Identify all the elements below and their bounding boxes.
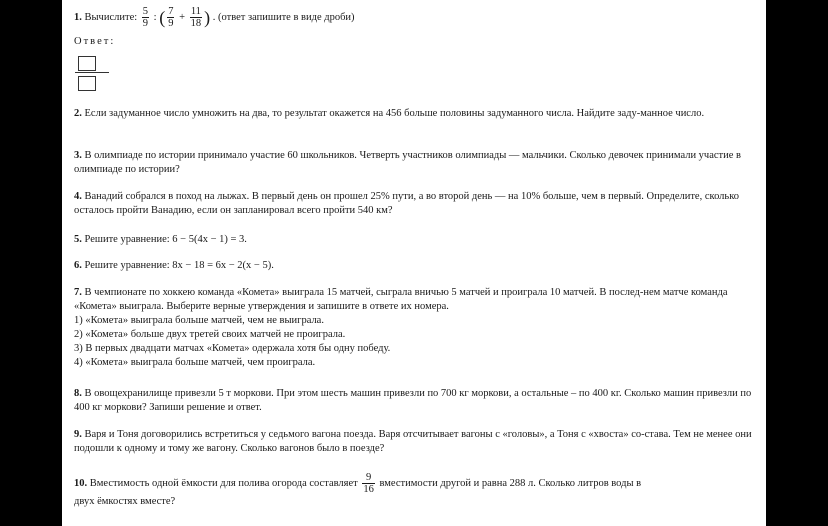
task-1-lead: Вычислите: xyxy=(84,11,138,23)
task-9: 9. Варя и Тоня договорились встретиться у седьмого вагона поезда. Варя отсчитывает вагоны с «головы», а Тоня с «хвоста» со-става. Тем не менее они подошли к одному и тому же вагону. Сколько вагонов было в поезде? xyxy=(74,429,752,454)
task-3: 3. В олимпиаде по истории принимало участие 60 школьников. Четверть участников олимпиады — мальчики. Сколько девочек принимали участие в олимпиаде по истории? xyxy=(74,150,741,175)
answer-label: Ответ: xyxy=(74,36,116,47)
denominator-box[interactable] xyxy=(78,76,96,91)
fraction-5-9: $\frac{5}{9}$ xyxy=(142,6,149,29)
fraction-9-16: $\frac{9}{16}$ xyxy=(363,472,374,495)
left-black-border xyxy=(0,0,62,526)
task-10: 10. Вместимость одной ёмкости для полива огорода составляет $\frac{9}{16}$ вместимости другой и равна 288 л. Сколько литров воды в двух ёмкостях вместе? xyxy=(74,472,764,509)
task-10-line-2: двух ёмкостях вместе? xyxy=(74,496,176,507)
task-7-option-2: 2) «Комета» больше двух третей своих матчей не проиграла. xyxy=(74,329,346,340)
task-5: 5. Решите уравнение: 6 − 5(4x − 1) = 3. xyxy=(74,234,247,245)
task-1-tail: . (ответ запишите в виде дроби) xyxy=(212,11,355,23)
task-7-option-1: 1) «Комета» выиграла больше матчей, чем не выиграла. xyxy=(74,315,324,326)
task-8: 8. В овощехранилище привезли 5 т моркови. При этом шесть машин привезли по 700 кг моркови, а остальные – по 400 кг. Сколько машин привезли по 400 кг моркови? Запиши решение и ответ. xyxy=(74,388,752,413)
task-7: 7. В чемпионате по хоккею команда «Комета» выиграла 15 матчей, сыграла вничью 5 матчей и проиграла 10 матчей. В послед-нем матче команда «Комета» выиграла. Выберите верные утверждения и запишите в ответе их номера. 1) «Комета» выиграла больше матчей, чем не выиграла. 2) «Комета» больше двух третей своих матчей не проиграла. 3) В первых двадцати матчах «Комета» одержала хотя бы одну победу. 4) «Комета» выиграла больше матчей, чем проиграла. xyxy=(74,286,764,370)
task-number: 1. xyxy=(74,11,82,23)
task-7-option-4: 4) «Комета» выиграла больше матчей, чем проиграла. xyxy=(74,357,316,368)
numerator-box[interactable] xyxy=(78,56,96,71)
fraction-11-18: $\frac{11}{18}$ xyxy=(190,6,202,29)
worksheet-page xyxy=(62,0,766,526)
task-1: 1. Вычислите: $\frac{5}{9}$ : ( $\frac{7}{9}$ + $\frac{11}{18}$ ) . (ответ запишите в виде дроби) xyxy=(74,6,355,29)
task-4: 4. Ванадий собрался в поход на лыжах. В первый день он прошел 25% пути, а во второй день — на 10% больше, чем в первый. Определите, сколько осталось пройти Ванадию, если он запланировал всего пройти 540 км? xyxy=(74,191,740,216)
fraction-7-9: $\frac{7}{9}$ xyxy=(168,6,174,29)
task-2: 2. Если задуманное число умножить на два, то результат окажется на 456 больше половины задуманного числа. Найдите заду-манное число. xyxy=(74,108,705,119)
answer-fraction-box[interactable] xyxy=(75,52,107,92)
fraction-line xyxy=(75,72,109,73)
right-black-border xyxy=(766,0,828,526)
task-6: 6. Решите уравнение: 8x − 18 = 6x − 2(x − 5). xyxy=(74,260,274,271)
task-7-option-3: 3) В первых двадцати матчах «Комета» одержала хотя бы одну победу. xyxy=(74,343,391,354)
